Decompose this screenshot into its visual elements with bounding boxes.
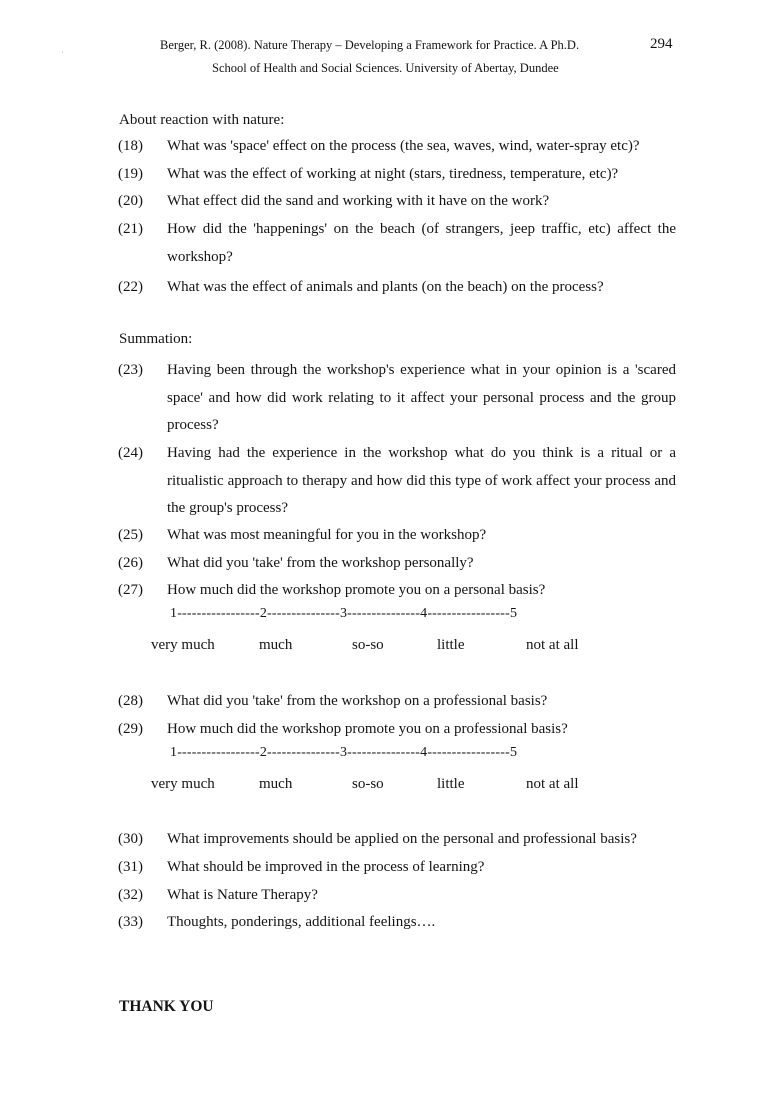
rating-label: little — [437, 637, 465, 653]
question-text: How did the 'happenings' on the beach (of strangers, jeep traffic, etc) affect the workshop? — [167, 221, 676, 265]
question-text: What did you 'take' from the workshop personally? — [167, 555, 474, 571]
question-number: (31) — [118, 859, 143, 875]
rating-label: not at all — [526, 776, 579, 792]
question-text: What effect did the sand and working with it have on the work? — [167, 193, 550, 209]
question-number: (24) — [118, 445, 143, 461]
rating-label: not at all — [526, 637, 579, 653]
rating-label: much — [259, 776, 293, 792]
question-number: (18) — [118, 138, 143, 154]
rating-label: much — [259, 637, 293, 653]
rating-scale-line: 1-----------------2---------------3---------------4-----------------5 — [170, 606, 518, 621]
question-text: What was the effect of animals and plants (on the beach) on the process? — [167, 279, 604, 295]
question-text: Having been through the workshop's experience what in your opinion is a 'scared space' and how did work relating to it affect your personal process and the group process? — [167, 362, 676, 433]
question-text: What was the effect of working at night (stars, tiredness, temperature, etc)? — [167, 166, 619, 182]
question-number: (33) — [118, 914, 143, 930]
question-text: Thoughts, ponderings, additional feelings…. — [167, 914, 436, 930]
question-number: (25) — [118, 527, 143, 543]
question-number: (23) — [118, 362, 143, 378]
question-number: (21) — [118, 221, 143, 237]
question-text: What improvements should be applied on the personal and professional basis? — [167, 831, 637, 847]
section-title-about: About reaction with nature: — [119, 112, 285, 128]
closing-thank-you: THANK YOU — [119, 998, 214, 1015]
rating-label: very much — [151, 637, 215, 653]
question-number: (22) — [118, 279, 143, 295]
question-text: Having had the experience in the workshop what do you think is a ritual or a ritualistic approach to therapy and how did this type of work affect your process and the group's process? — [167, 445, 676, 516]
section-title-summation: Summation: — [119, 331, 193, 347]
rating-scale-line: 1-----------------2---------------3---------------4-----------------5 — [170, 745, 518, 760]
question-number: (20) — [118, 193, 143, 209]
question-number: (28) — [118, 693, 143, 709]
header-citation: Berger, R. (2008). Nature Therapy – Developing a Framework for Practice. A Ph.D. — [160, 38, 580, 52]
rating-label: so-so — [352, 776, 384, 792]
question-number: (27) — [118, 582, 143, 598]
question-text: What was most meaningful for you in the workshop? — [167, 527, 487, 543]
question-number: (19) — [118, 166, 143, 182]
page-number: 294 — [650, 36, 673, 52]
question-number: (30) — [118, 831, 143, 847]
question-text: What should be improved in the process of learning? — [167, 859, 485, 875]
question-text: What is Nature Therapy? — [167, 887, 318, 903]
rating-label: little — [437, 776, 465, 792]
question-text: How much did the workshop promote you on a personal basis? — [167, 582, 546, 598]
question-number: (26) — [118, 555, 143, 571]
scan-speck — [62, 52, 63, 53]
question-number: (29) — [118, 721, 143, 737]
header-institution: School of Health and Social Sciences. University of Abertay, Dundee — [212, 61, 559, 75]
rating-label: so-so — [352, 637, 384, 653]
rating-label: very much — [151, 776, 215, 792]
question-number: (32) — [118, 887, 143, 903]
question-text: What was 'space' effect on the process (the sea, waves, wind, water-spray etc)? — [167, 138, 640, 154]
question-text: How much did the workshop promote you on a professional basis? — [167, 721, 568, 737]
question-text: What did you 'take' from the workshop on a professional basis? — [167, 693, 548, 709]
